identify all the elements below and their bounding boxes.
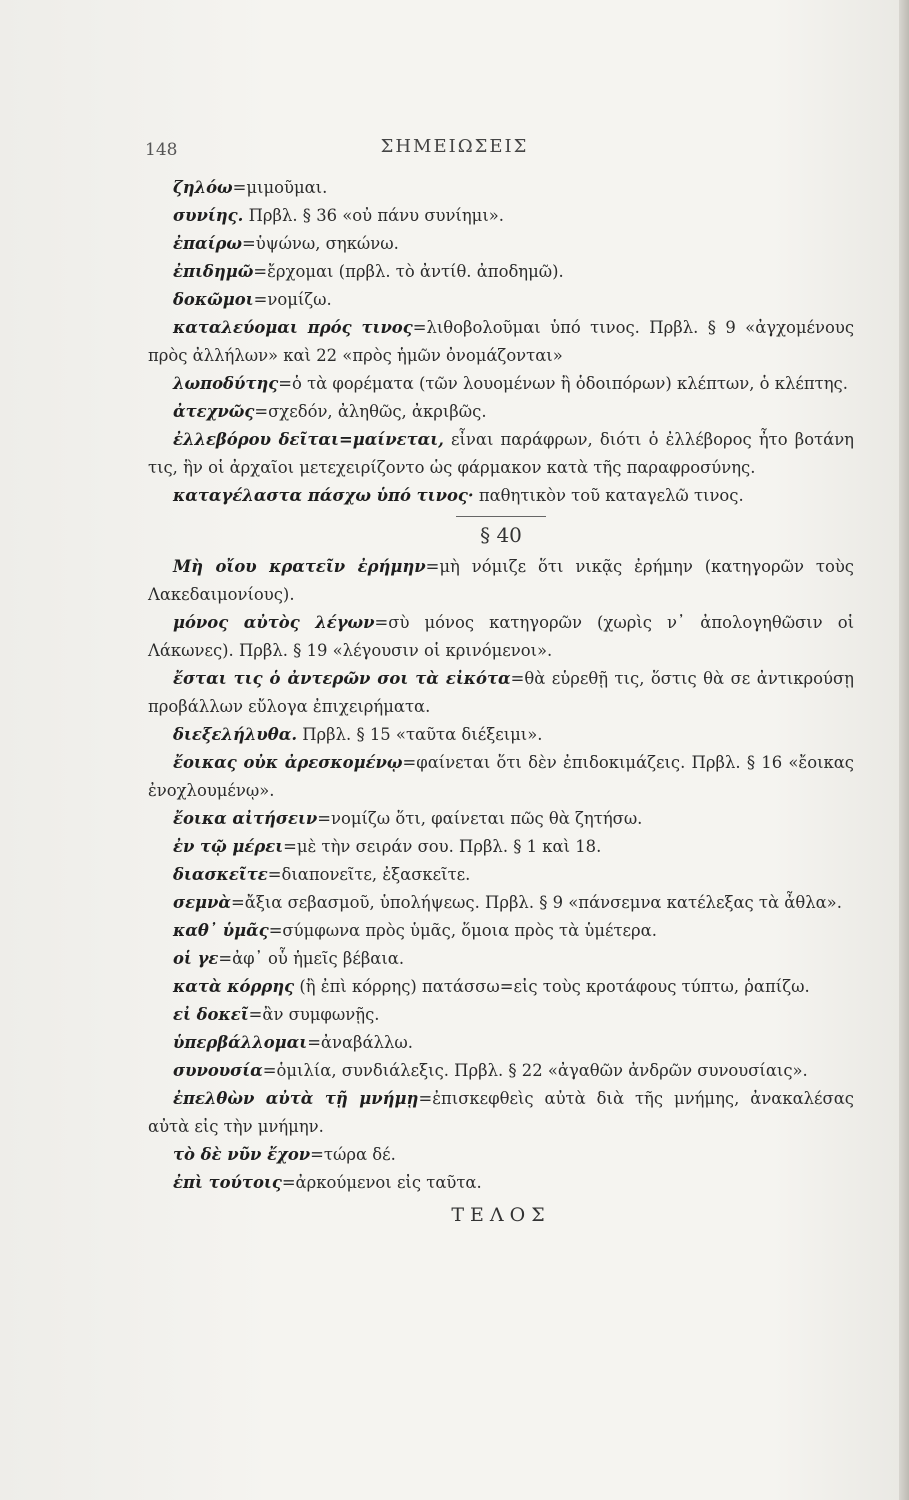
- note-definition: =νομίζω.: [253, 290, 332, 309]
- note-definition: =μὲ τὴν σειράν σου. Πρβλ. § 1 καὶ 18.: [283, 837, 602, 856]
- note-entry: [148, 973, 854, 1001]
- entries-before-section: [148, 174, 854, 510]
- note-definition: (ἢ ἐπὶ κόρρης) πατάσσω=εἰς τοὺς κροτάφους τύπτω, ῥαπίζω.: [294, 977, 810, 996]
- note-definition: =ἀρκούμενοι εἰς ταῦτα.: [281, 1173, 482, 1192]
- note-definition: =ἔρχομαι (πρβλ. τὸ ἀντίθ. ἀποδημῶ).: [253, 262, 564, 281]
- note-definition: Πρβλ. § 15 «ταῦτα διέξειμι».: [297, 725, 543, 744]
- note-term: ἀτεχνῶς: [173, 402, 255, 421]
- note-definition: =σὺ μόνος κατηγορῶν (χωρὶς ν᾿ ἀπολογηθῶσιν οἱ Λάκωνες). Πρβλ. § 19 «λέγουσιν οἱ κρινόμενοι».: [148, 613, 855, 660]
- note-term: μόνος αὐτὸς λέγων: [173, 613, 375, 632]
- note-definition: =ἂν συμφωνῇς.: [248, 1005, 380, 1024]
- note-definition: =διαπονεῖτε, ἐξασκεῖτε.: [267, 865, 471, 884]
- note-definition: =μιμοῦμαι.: [232, 178, 328, 197]
- note-definition: =μὴ νόμιζε ὅτι νικᾷς ἐρήμην (κατηγορῶν τοὺς Λακεδαιμονίους).: [148, 557, 854, 604]
- note-term: ἐλλεβόρου δεῖται=μαίνεται,: [173, 430, 444, 449]
- note-entry: [148, 1057, 854, 1085]
- note-term: συνίης.: [173, 206, 244, 225]
- note-term: ἐπὶ τούτοις: [173, 1173, 282, 1192]
- note-entry: [148, 370, 854, 398]
- note-entry: [148, 1085, 854, 1141]
- note-term: σεμνὰ: [173, 893, 232, 912]
- note-term: οἱ γε: [173, 949, 219, 968]
- note-term: ἐπιδημῶ: [173, 262, 254, 281]
- note-entry: [148, 1141, 854, 1169]
- note-definition: =ἀφ᾿ οὗ ἡμεῖς βέβαια.: [218, 949, 405, 968]
- note-entry: [148, 258, 854, 286]
- note-definition: =φαίνεται ὅτι δὲν ἐπιδοκιμάζεις. Πρβλ. § 16 «ἔοικας ἐνοχλουμένῳ».: [148, 753, 854, 800]
- note-entry: [148, 398, 854, 426]
- section-heading: § 40: [480, 523, 522, 547]
- note-definition: =ὁμιλία, συνδιάλεξις. Πρβλ. § 22 «ἀγαθῶν ἀνδρῶν συνουσίαις».: [262, 1061, 808, 1080]
- note-entry: [148, 174, 854, 202]
- note-entry: [148, 609, 854, 665]
- note-term: εἰ δοκεῖ: [173, 1005, 249, 1024]
- note-definition: =ὁ τὰ φορέματα (τῶν λουομένων ἢ ὁδοιπόρων) κλέπτων, ὁ κλέπτης.: [278, 374, 848, 393]
- note-term: κατὰ κόρρης: [173, 977, 295, 996]
- section-divider: [456, 516, 546, 517]
- note-term: ἐπελθὼν αὐτὰ τῇ μνήμῃ: [173, 1089, 419, 1108]
- note-term: ζηλόω: [173, 178, 233, 197]
- note-entry: [148, 749, 854, 805]
- note-entry: [148, 426, 854, 482]
- page-header: [0, 130, 909, 160]
- note-definition: =ἀναβάλλω.: [307, 1033, 413, 1052]
- note-entry: [148, 861, 854, 889]
- note-entry: [148, 314, 854, 370]
- note-entry: [148, 230, 854, 258]
- note-entry: [148, 1001, 854, 1029]
- note-definition: =θὰ εὑρεθῇ τις, ὅστις θὰ σε ἀντικρούσῃ προβάλλων εὔλογα ἐπιχειρήματα.: [148, 669, 854, 716]
- page-number: 148: [145, 140, 178, 160]
- note-term: λωποδύτης: [173, 374, 279, 393]
- note-definition: =λιθοβολοῦμαι ὑπό τινος. Πρβλ. § 9 «ἀγχομένους πρὸς ἀλλήλων» καὶ 22 «πρὸς ἡμῶν ὀνομάζονται»: [148, 318, 854, 365]
- note-term: ἐπαίρω: [173, 234, 243, 253]
- note-definition: =νομίζω ὅτι, φαίνεται πῶς θὰ ζητήσω.: [317, 809, 643, 828]
- note-entry: [148, 889, 854, 917]
- note-term: τὸ δὲ νῦν ἔχον: [173, 1145, 311, 1164]
- note-term: Μὴ οἴου κρατεῖν ἐρήμην: [173, 557, 426, 576]
- note-definition: =σχεδόν, ἀληθῶς, ἀκριβῶς.: [254, 402, 487, 421]
- note-entry: [148, 482, 854, 510]
- note-term: καταγέλαστα πάσχω ὑπό τινος·: [173, 486, 474, 505]
- note-term: ἔσται τις ὁ ἀντερῶν σοι τὰ εἰκότα: [173, 669, 511, 688]
- note-term: καταλεύομαι πρός τινος: [173, 318, 413, 337]
- end-mark: ΤΕΛΟΣ: [451, 1204, 551, 1226]
- note-definition: =σύμφωνα πρὸς ὑμᾶς, ὅμοια πρὸς τὰ ὑμέτερα.: [268, 921, 657, 940]
- note-entry: [148, 833, 854, 861]
- note-entry: [148, 1029, 854, 1057]
- note-term: δοκῶμοι: [173, 290, 254, 309]
- note-term: διασκεῖτε: [173, 865, 268, 884]
- note-term: ὑπερβάλλομαι: [173, 1033, 308, 1052]
- note-term: ἔοικα αἰτήσειν: [173, 809, 318, 828]
- note-entry: [148, 202, 854, 230]
- note-definition: παθητικὸν τοῦ καταγελῶ τινος.: [473, 486, 744, 505]
- note-term: ἔοικας οὐκ ἀρεσκομένῳ: [173, 753, 403, 772]
- note-entry: [148, 721, 854, 749]
- entries-after-section: [148, 553, 854, 1197]
- note-definition: =ἐπισκεφθεὶς αὐτὰ διὰ τῆς μνήμης, ἀνακαλέσας αὐτὰ εἰς τὴν μνήμην.: [148, 1089, 854, 1136]
- note-definition: εἶναι παράφρων, διότι ὁ ἐλλέβορος ἦτο βοτάνη τις, ἣν οἱ ἀρχαῖοι μετεχειρίζοντο ὡς φάρμακον κατὰ τῆς παραφροσύνης.: [148, 430, 854, 477]
- note-term: διεξελήλυθα.: [173, 725, 298, 744]
- note-term: συνουσία: [173, 1061, 263, 1080]
- note-definition: =τώρα δέ.: [310, 1145, 396, 1164]
- note-entry: [148, 917, 854, 945]
- page-edge: [899, 0, 909, 1500]
- notes-body: [148, 174, 854, 1229]
- note-definition: =ὑψώνω, σηκώνω.: [242, 234, 399, 253]
- note-entry: [148, 945, 854, 973]
- note-entry: [148, 553, 854, 609]
- note-definition: =ἄξια σεβασμοῦ, ὑπολήψεως. Πρβλ. § 9 «πάνσεμνα κατέλεξας τὰ ἆθλα».: [231, 893, 842, 912]
- note-entry: [148, 1169, 854, 1197]
- running-title: ΣΗΜΕΙΩΣΕΙΣ: [380, 136, 529, 157]
- note-definition: Πρβλ. § 36 «οὐ πάνυ συνίημι».: [243, 206, 505, 225]
- note-term: καθ᾿ ὑμᾶς: [173, 921, 269, 940]
- note-entry: [148, 286, 854, 314]
- note-entry: [148, 805, 854, 833]
- note-entry: [148, 665, 854, 721]
- note-term: ἐν τῷ μέρει: [173, 837, 284, 856]
